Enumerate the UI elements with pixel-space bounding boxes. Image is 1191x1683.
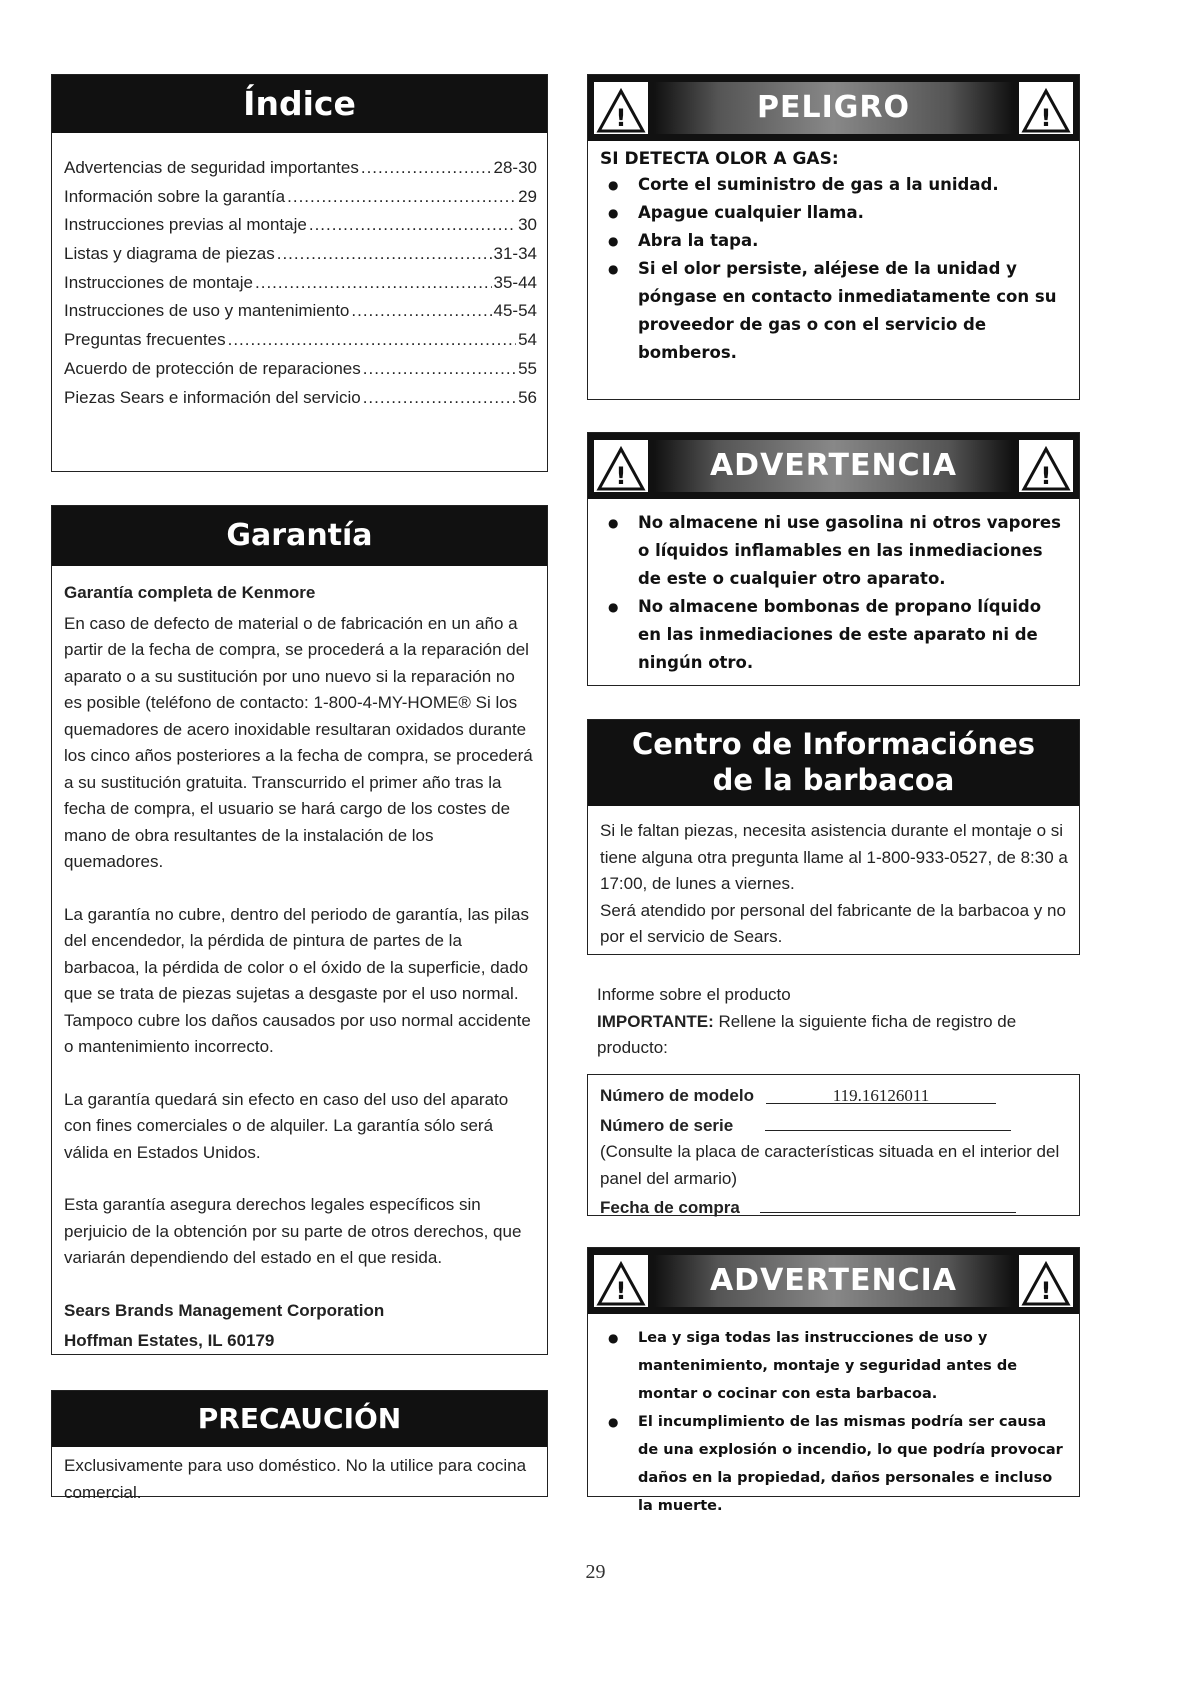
advertencia-title: ADVERTENCIA <box>654 1255 1013 1307</box>
svg-text:!: ! <box>615 462 627 490</box>
svg-text:!: ! <box>1040 462 1052 490</box>
garantia-paragraph: La garantía no cubre, dentro del periodo de garantía, las pilas del encendedor, la pérdida de pintura de partes de la barbacoa, la pérdida de color o el óxido de la superficie, dado que se trata de piezas sujetas a desgaste por el uso normal. Tampoco cubre los daños causados por uso normal accidente o mantenimiento incorrecto. <box>64 904 531 1056</box>
precaucion-box <box>51 1390 548 1502</box>
toc-leader <box>363 356 516 383</box>
toc-entry[interactable] <box>64 356 537 385</box>
peligro-box <box>587 74 1080 400</box>
garantia-address: Hoffman Estates, IL 60179 <box>64 1330 275 1350</box>
toc-list <box>52 133 547 413</box>
serie-row <box>600 1110 1069 1140</box>
svg-text:!: ! <box>615 104 627 132</box>
garantia-paragraph: En caso de defecto de material o de fabricación en un año a partir de la fecha de compra, se procederá a la reparación del aparato o a su sustitución por uno nuevo si la reparación no es posible (teléfono de contacto: 1-800-4-MY-HOME® Si los quemadores de acero inoxidable resultaran oxidados durante los cinco años posteriores a la fecha de compra, se procederá a su sustitución gratuita. Transcurrido el primer año tras la fecha de compra, el usuario se hará cargo de los costes de mano de obra resultantes de la instalación de los quemadores. <box>64 613 533 871</box>
toc-entry-pages: 31-34 <box>493 244 537 264</box>
warning-triangle-icon <box>594 1255 648 1307</box>
advertencia-title: ADVERTENCIA <box>654 440 1013 492</box>
advertencia-header <box>588 433 1079 499</box>
toc-entry-text: Acuerdo de protección de reparaciones <box>64 358 361 378</box>
centro-box <box>587 719 1080 955</box>
toc-leader <box>309 212 516 239</box>
svg-text:!: ! <box>1040 104 1052 132</box>
peligro-item: ● Abra la tapa. <box>600 227 1069 255</box>
advertencia-list <box>588 1314 1079 1520</box>
toc-entry-text: Advertencias de seguridad importantes <box>64 158 359 177</box>
peligro-item: ● Apague cualquier llama. <box>600 199 1069 227</box>
toc-entry-text: Preguntas frecuentes <box>64 330 226 350</box>
toc-entry-text: Información sobre la garantía <box>64 186 286 206</box>
fecha-field[interactable] <box>760 1192 1016 1213</box>
modelo-label: Número de modelo <box>600 1086 754 1105</box>
advertencia-item: ● Lea y siga todas las instrucciones de uso y mantenimiento, montaje y seguridad antes de montar o cocinar con esta barbacoa. <box>600 1324 1069 1408</box>
informe-important <box>597 1009 1077 1062</box>
precaucion-text: Exclusivamente para uso doméstico. No la utilice para cocina comercial. <box>64 1456 527 1502</box>
centro-content <box>588 806 1079 951</box>
peligro-list <box>588 169 1079 367</box>
toc-leader <box>351 298 491 325</box>
centro-title-line2: de la barbacoa <box>712 763 955 797</box>
toc-entry-pages: 56 <box>518 387 537 407</box>
advertencia-box <box>587 1247 1080 1514</box>
advertencia-header <box>588 1248 1079 1314</box>
svg-text:!: ! <box>1040 1277 1052 1305</box>
toc-entry-pages: 45-54 <box>493 301 537 321</box>
serie-field[interactable] <box>765 1110 1011 1131</box>
precaucion-title: PRECAUCIÓN <box>52 1391 547 1447</box>
warning-triangle-icon <box>594 440 648 492</box>
toc-leader <box>287 184 516 211</box>
toc-leader <box>277 241 492 268</box>
warning-triangle-icon <box>1019 82 1073 134</box>
important-text: Rellene la siguiente ficha de registro de producto: <box>597 1011 1017 1057</box>
registro-note: (Consulte la placa de características situada en el interior del panel del armario) <box>600 1142 1060 1188</box>
toc-leader <box>228 327 516 354</box>
modelo-row <box>600 1083 1069 1110</box>
toc-entry[interactable] <box>64 155 537 184</box>
toc-entry-pages: 35-44 <box>493 272 537 292</box>
toc-entry[interactable] <box>64 184 537 213</box>
informe-section <box>597 982 1077 1062</box>
advertencia-box <box>587 432 1080 686</box>
garantia-title: Garantía <box>52 506 547 566</box>
advertencia-item: ● No almacene bombonas de propano líquido en las inmediaciones de este aparato ni de ningún otro. <box>600 593 1069 677</box>
peligro-lead: SI DETECTA OLOR A GAS: <box>600 149 839 169</box>
toc-entry-pages: 54 <box>518 330 537 350</box>
toc-leader <box>361 155 492 182</box>
garantia-paragraph: Esta garantía asegura derechos legales específicos sin perjuicio de la obtención por su parte de otros derechos, que variarán dependiendo del estado en el que resida. <box>64 1195 522 1267</box>
fecha-row <box>600 1192 1069 1222</box>
toc-entry[interactable] <box>64 212 537 241</box>
toc-entry-text: Listas y diagrama de piezas <box>64 244 275 264</box>
toc-leader <box>363 385 516 412</box>
warning-triangle-icon <box>594 82 648 134</box>
warning-triangle-icon <box>1019 440 1073 492</box>
centro-title-line1: Centro de Informaciónes <box>632 727 1035 761</box>
toc-entry-text: Instrucciones de montaje <box>64 272 253 292</box>
garantia-box <box>51 505 548 1355</box>
toc-entry-text: Piezas Sears e información del servicio <box>64 387 361 407</box>
fecha-label: Fecha de compra <box>600 1198 740 1217</box>
peligro-header <box>588 75 1079 141</box>
page-number: 29 <box>585 1561 606 1583</box>
toc-entry[interactable] <box>64 327 537 356</box>
toc-entry-pages: 30 <box>518 215 537 235</box>
toc-entry[interactable] <box>64 385 537 414</box>
toc-entry[interactable] <box>64 270 537 299</box>
advertencia-item: ● No almacene ni use gasolina ni otros vapores o líquidos inflamables en las inmediaciones de este o cualquier otro aparato. <box>600 509 1069 593</box>
toc-entry[interactable] <box>64 298 537 327</box>
important-label: IMPORTANTE: <box>597 1011 714 1031</box>
advertencia-list <box>588 499 1079 677</box>
centro-paragraph: Será atendido por personal del fabricante de la barbacoa y no por el servicio de Sears. <box>600 900 1066 946</box>
garantia-paragraph: La garantía quedará sin efecto en caso del uso del aparato con fines comerciales o de alquiler. La garantía sólo será válida en Estados Unidos. <box>64 1089 509 1162</box>
registro-content <box>588 1075 1079 1222</box>
garantia-company: Sears Brands Management Corporation <box>64 1300 385 1320</box>
modelo-field[interactable]: 119.16126011 <box>766 1083 996 1104</box>
centro-title <box>588 720 1079 806</box>
serie-label: Número de serie <box>600 1115 734 1135</box>
registro-box <box>587 1074 1080 1216</box>
garantia-content <box>52 566 547 1354</box>
indice-box <box>51 74 548 472</box>
toc-leader <box>255 270 492 297</box>
peligro-item: ● Si el olor persiste, aléjese de la unidad y póngase en contacto inmediatamente con su proveedor de gas o con el servicio de bomberos. <box>600 255 1069 367</box>
warning-triangle-icon <box>1019 1255 1073 1307</box>
indice-title: Índice <box>52 75 547 133</box>
garantia-subtitle: Garantía completa de Kenmore <box>64 583 316 602</box>
toc-entry-text: Instrucciones de uso y mantenimiento <box>64 301 350 321</box>
advertencia-item: ● El incumplimiento de las mismas podría ser causa de una explosión o incendio, lo que podría provocar daños en la propiedad, daños personales e incluso la muerte. <box>600 1408 1069 1520</box>
toc-entry[interactable] <box>64 241 537 270</box>
svg-text:!: ! <box>615 1277 627 1305</box>
toc-entry-pages: 28-30 <box>493 158 537 177</box>
centro-paragraph: Si le faltan piezas, necesita asistencia durante el montaje o si tiene alguna otra pregunta llame al 1-800-933-0527, de 8:30 a 17:00, de lunes a viernes. <box>600 821 1068 893</box>
toc-entry-pages: 55 <box>518 358 537 378</box>
peligro-title: PELIGRO <box>654 82 1013 134</box>
toc-entry-pages: 29 <box>518 186 537 206</box>
informe-line1: Informe sobre el producto <box>597 985 791 1004</box>
toc-entry-text: Instrucciones previas al montaje <box>64 215 307 235</box>
peligro-item: ● Corte el suministro de gas a la unidad. <box>600 171 1069 199</box>
